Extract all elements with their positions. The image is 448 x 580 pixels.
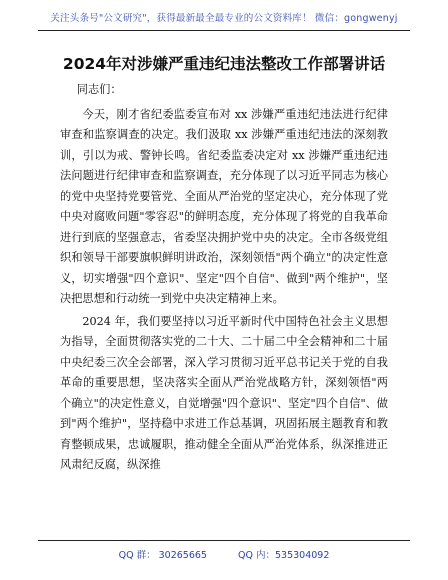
qq-contact: QQ 内：535304092 <box>238 550 330 561</box>
header-divider <box>38 30 410 31</box>
paragraph-1: 今天，刚才省纪委监委宣布对 xx 涉嫌严重违纪违法进行纪律审查和监察调查的决定。我们汲取 xx 涉嫌严重违纪违法的深刻教训，引以为戒、警钟长鸣。省纪委监委决定对 xx 涉嫌严重违纪违法问题进行纪律审查和监察调查，充分体现了以习近平同志为核心的党中央坚持党要管党、全面从严治党的坚定决心，充分体现了党中央对腐败问题"零容忍"的鲜明态度，充分体现了将党的自我革命进行到底的坚强意志，省委坚决拥护党中央的决定。全市各级党组织和领导干部要旗帜鲜明讲政治，深刻领悟"两个确立"的决定性意义，切实增强"四个意识"、坚定"四个自信"、做到"两个维护"，坚决把思想和行动统一到党中央决定精神上来。 <box>60 107 388 305</box>
qq-group: QQ 群： 30265665 <box>118 550 207 561</box>
document-body <box>60 80 388 478</box>
paragraph-2: 2024 年，我们要坚持以习近平新时代中国特色社会主义思想为指导，全面贯彻落实党的二十大、二十届二中全会精神和二十届中央纪委三次全会部署，深入学习贯彻习近平总书记关于党的自我革命的重要思想，坚决落实全面从严治党战略方针，深刻领悟"两个确立"的决定性意义，自觉增强"四个意识"、坚定"四个自信"、做到"两个维护"，坚持稳中求进工作总基调，巩固拓展主题教育和教育整顿成果，忠诚履职，推动健全全面从严治党体系，纵深推进正风肃纪反腐，纵深推 <box>60 314 388 471</box>
salutation: 同志们： <box>76 83 122 96</box>
footer-divider <box>38 540 410 541</box>
footer-contact <box>0 547 448 561</box>
header-notice: 关注头条号"公文研究"，获得最新最全最专业的公文资料库！ 微信：gongwenyj <box>50 13 398 24</box>
document-title: 2024年对涉嫌严重违纪违法整改工作部署讲话 <box>62 55 386 73</box>
